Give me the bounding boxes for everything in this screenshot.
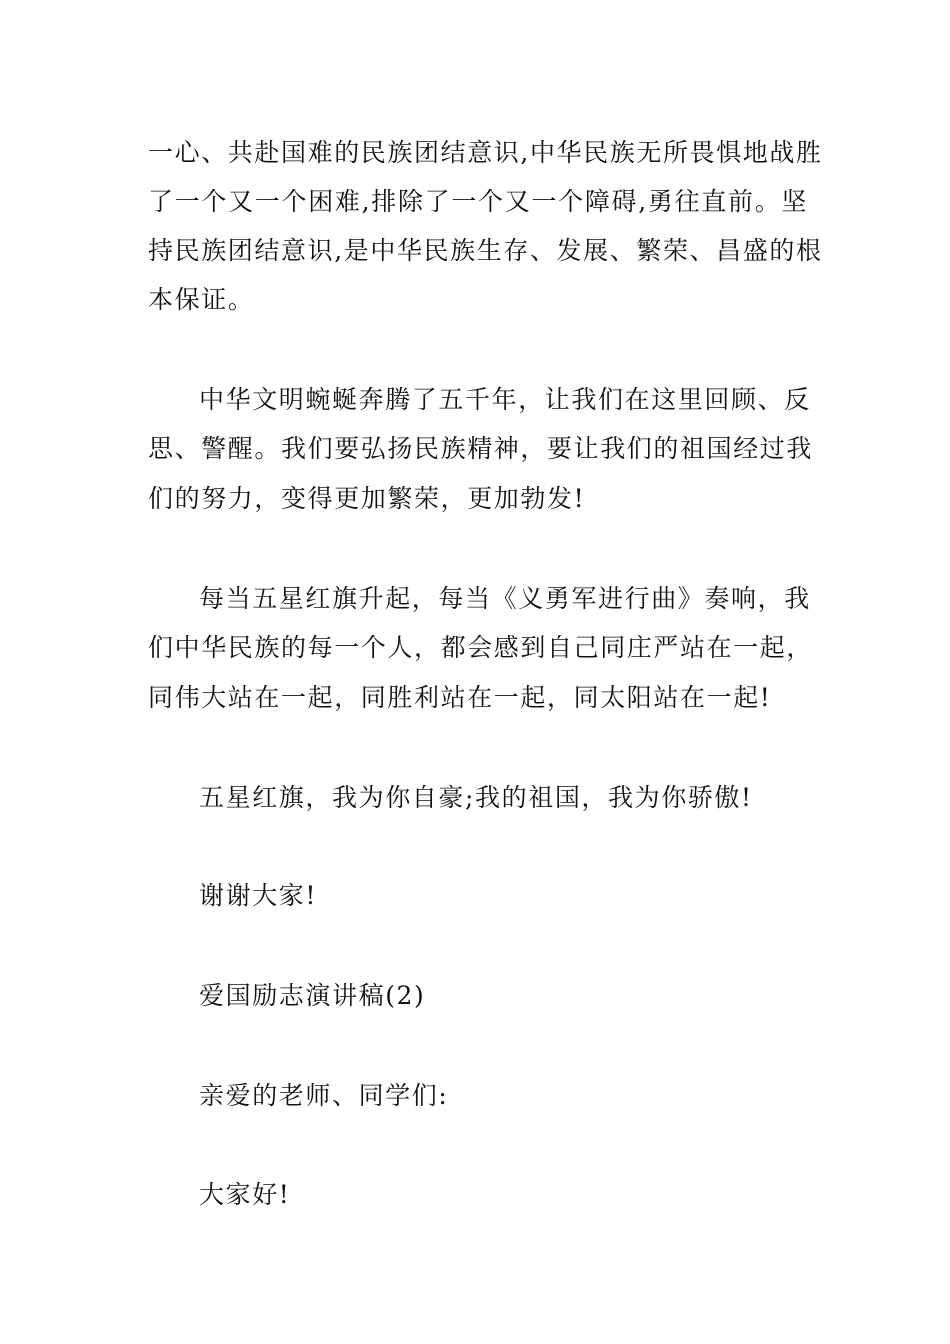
paragraph-line: 们中华民族的每一个人，都会感到自己同庄严站在一起，: [148, 633, 814, 662]
paragraph-line: 了一个又一个困难,排除了一个又一个障碍,勇往直前。坚: [148, 187, 808, 216]
paragraph-line: 五星红旗，我为你自豪;我的祖国，我为你骄傲!: [199, 783, 753, 812]
paragraph-line: 思、警醒。我们要弘扬民族精神，要让我们的祖国经过我: [148, 434, 814, 463]
salutation: 亲爱的老师、同学们:: [199, 1081, 449, 1110]
paragraph-line: 中华文明蜿蜒奔腾了五千年，让我们在这里回顾、反: [199, 385, 811, 414]
paragraph-line: 同伟大站在一起，同胜利站在一起，同太阳站在一起!: [148, 683, 772, 712]
greeting: 大家好!: [199, 1180, 291, 1209]
paragraph-line: 持民族团结意识,是中华民族生存、发展、繁荣、昌盛的根: [148, 236, 823, 265]
speech-title: 爱国励志演讲稿(2): [199, 981, 426, 1010]
paragraph-line: 本保证。: [148, 285, 255, 314]
paragraph-line: 一心、共赴国难的民族团结意识,中华民族无所畏惧地战胜: [148, 138, 823, 167]
closing-thanks: 谢谢大家!: [199, 881, 318, 910]
paragraph-line: 们的努力，变得更加繁荣，更加勃发!: [148, 484, 586, 513]
paragraph-line: 每当五星红旗升起，每当《义勇军进行曲》奏响，我: [199, 584, 811, 613]
